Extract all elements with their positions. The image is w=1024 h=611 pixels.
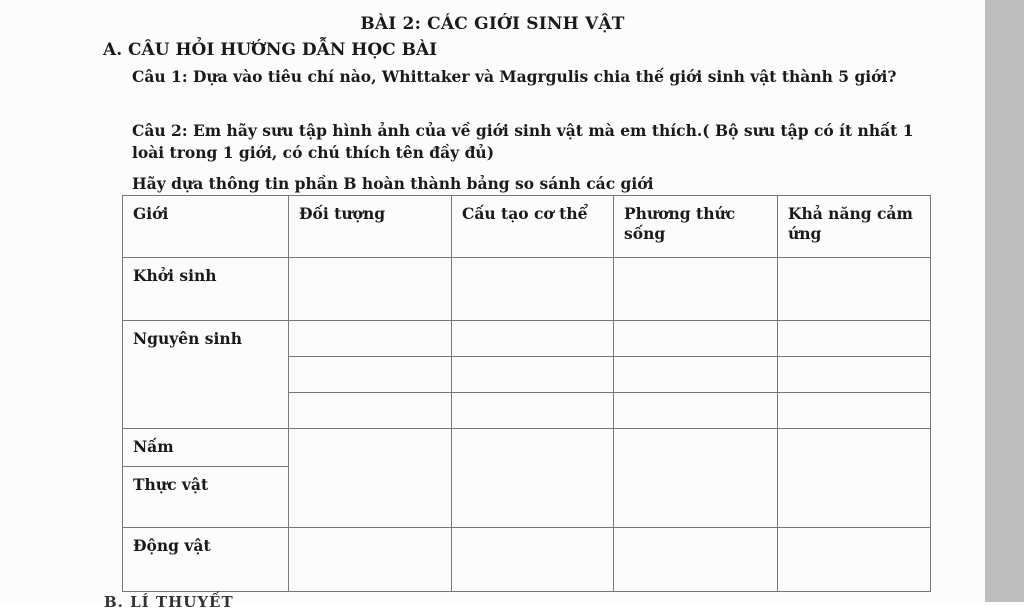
row-label-thuc-vat: Thực vật xyxy=(123,467,289,528)
table-row-nam xyxy=(123,429,931,467)
blank-cell xyxy=(614,357,778,393)
row-label-khoi-sinh: Khởi sinh xyxy=(123,258,289,321)
row-label-nguyen-sinh: Nguyên sinh xyxy=(123,321,289,429)
blank-cell xyxy=(614,321,778,357)
blank-cell xyxy=(778,528,931,592)
table-header-row xyxy=(123,196,931,258)
side-margin-strip xyxy=(985,0,1024,602)
blank-cell xyxy=(289,321,452,357)
blank-cell xyxy=(452,528,614,592)
blank-cell xyxy=(452,429,614,528)
comparison-table xyxy=(122,195,931,592)
table-row-dong-vat xyxy=(123,528,931,592)
blank-cell xyxy=(289,357,452,393)
table-row-khoi-sinh xyxy=(123,258,931,321)
blank-cell xyxy=(778,429,931,528)
blank-cell xyxy=(614,528,778,592)
blank-cell xyxy=(614,393,778,429)
blank-cell xyxy=(452,258,614,321)
blank-cell xyxy=(289,393,452,429)
blank-cell xyxy=(289,258,452,321)
blank-cell xyxy=(614,429,778,528)
header-kha-nang: Khả năng cảm ứng xyxy=(778,196,931,258)
blank-cell xyxy=(289,528,452,592)
blank-cell xyxy=(778,321,931,357)
cut-off-section-heading: B. LÍ THUYẾT xyxy=(104,593,234,611)
blank-cell xyxy=(614,258,778,321)
row-label-dong-vat: Động vật xyxy=(123,528,289,592)
table-row-nguyen-sinh xyxy=(123,321,931,357)
blank-cell xyxy=(452,357,614,393)
blank-cell xyxy=(778,258,931,321)
header-gioi: Giới xyxy=(123,196,289,258)
header-phuong-thuc: Phương thức sống xyxy=(614,196,778,258)
blank-cell xyxy=(289,429,452,528)
blank-cell xyxy=(778,357,931,393)
header-cau-tao: Cấu tạo cơ thể xyxy=(452,196,614,258)
question-1: Câu 1: Dựa vào tiêu chí nào, Whittaker và Magrgulis chia thế giới sinh vật thành 5 giới? xyxy=(132,67,897,86)
header-doi-tuong: Đối tượng xyxy=(289,196,452,258)
lesson-title: BÀI 2: CÁC GIỚI SINH VẬT xyxy=(360,14,625,34)
table-instruction: Hãy dựa thông tin phần B hoàn thành bảng so sánh các giới xyxy=(132,174,654,193)
blank-cell xyxy=(778,393,931,429)
question-2: Câu 2: Em hãy sưu tập hình ảnh của về giới sinh vật mà em thích.( Bộ sưu tập có ít nhất 1 loài trong 1 giới, có chú thích tên đầy đủ) xyxy=(132,121,914,162)
blank-cell xyxy=(452,393,614,429)
section-a-heading: A. CÂU HỎI HƯỚNG DẪN HỌC BÀI xyxy=(103,40,438,60)
row-label-nam: Nấm xyxy=(123,429,289,467)
blank-cell xyxy=(452,321,614,357)
